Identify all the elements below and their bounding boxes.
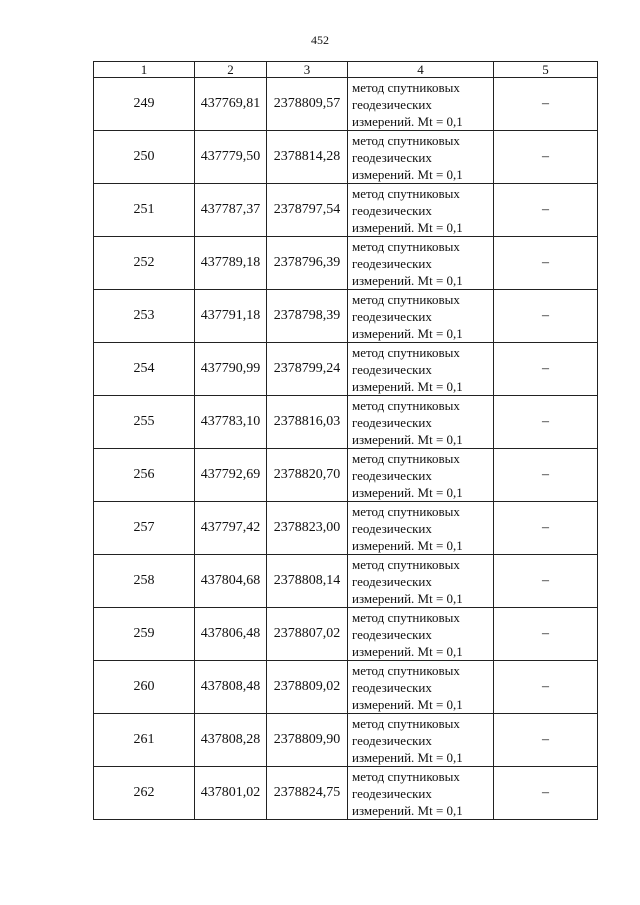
- table-body: [94, 78, 598, 820]
- x-coordinate-cell: 437789,18: [195, 237, 267, 290]
- method-cell: [348, 343, 494, 396]
- note-cell: –: [494, 343, 598, 396]
- note-cell: –: [494, 290, 598, 343]
- x-coordinate-cell: 437769,81: [195, 78, 267, 131]
- point-number-cell: 259: [94, 608, 195, 661]
- x-coordinate-cell: 437808,28: [195, 714, 267, 767]
- x-coordinate-cell: 437790,99: [195, 343, 267, 396]
- y-coordinate-cell: 2378807,02: [267, 608, 348, 661]
- method-text-line: измерений. Mt = 0,1: [352, 484, 463, 500]
- point-number-cell: 256: [94, 449, 195, 502]
- method-text-line: метод спутниковых: [352, 238, 460, 254]
- table-row: [94, 78, 598, 131]
- y-coordinate-cell: 2378809,90: [267, 714, 348, 767]
- method-text-line: измерений. Mt = 0,1: [352, 590, 463, 606]
- method-text-line: геодезических: [352, 308, 432, 324]
- y-coordinate-cell: 2378820,70: [267, 449, 348, 502]
- point-number-cell: 252: [94, 237, 195, 290]
- point-number-cell: 261: [94, 714, 195, 767]
- table-row: [94, 396, 598, 449]
- method-text-line: геодезических: [352, 573, 432, 589]
- coordinates-table: [93, 61, 598, 820]
- header-col-1: 1: [94, 62, 195, 78]
- x-coordinate-cell: 437808,48: [195, 661, 267, 714]
- x-coordinate-cell: 437791,18: [195, 290, 267, 343]
- note-cell: –: [494, 78, 598, 131]
- note-cell: –: [494, 661, 598, 714]
- table-row: [94, 237, 598, 290]
- x-coordinate-cell: 437801,02: [195, 767, 267, 820]
- method-text-line: геодезических: [352, 679, 432, 695]
- table-row: [94, 343, 598, 396]
- method-text-line: измерений. Mt = 0,1: [352, 749, 463, 765]
- note-cell: –: [494, 767, 598, 820]
- y-coordinate-cell: 2378796,39: [267, 237, 348, 290]
- method-cell: [348, 290, 494, 343]
- method-text-line: измерений. Mt = 0,1: [352, 166, 463, 182]
- note-cell: –: [494, 714, 598, 767]
- table-row: [94, 290, 598, 343]
- note-cell: –: [494, 131, 598, 184]
- method-text-line: измерений. Mt = 0,1: [352, 696, 463, 712]
- y-coordinate-cell: 2378809,02: [267, 661, 348, 714]
- method-cell: [348, 555, 494, 608]
- method-cell: [348, 502, 494, 555]
- method-cell: [348, 449, 494, 502]
- method-text-line: измерений. Mt = 0,1: [352, 378, 463, 394]
- method-text-line: метод спутниковых: [352, 344, 460, 360]
- point-number-cell: 260: [94, 661, 195, 714]
- header-col-4: 4: [348, 62, 494, 78]
- note-cell: –: [494, 555, 598, 608]
- note-cell: –: [494, 396, 598, 449]
- method-cell: [348, 131, 494, 184]
- table-row: [94, 449, 598, 502]
- y-coordinate-cell: 2378808,14: [267, 555, 348, 608]
- method-text-line: метод спутниковых: [352, 503, 460, 519]
- method-text-line: геодезических: [352, 520, 432, 536]
- method-text-line: метод спутниковых: [352, 609, 460, 625]
- table-row: [94, 714, 598, 767]
- point-number-cell: 258: [94, 555, 195, 608]
- method-text-line: метод спутниковых: [352, 79, 460, 95]
- y-coordinate-cell: 2378823,00: [267, 502, 348, 555]
- note-cell: –: [494, 184, 598, 237]
- method-text-line: геодезических: [352, 467, 432, 483]
- method-text-line: геодезических: [352, 414, 432, 430]
- x-coordinate-cell: 437797,42: [195, 502, 267, 555]
- method-text-line: измерений. Mt = 0,1: [352, 537, 463, 553]
- method-cell: [348, 661, 494, 714]
- method-text-line: геодезических: [352, 96, 432, 112]
- method-text-line: геодезических: [352, 732, 432, 748]
- page-number: 452: [311, 33, 329, 47]
- y-coordinate-cell: 2378816,03: [267, 396, 348, 449]
- method-cell: [348, 714, 494, 767]
- method-text-line: измерений. Mt = 0,1: [352, 272, 463, 288]
- method-text-line: измерений. Mt = 0,1: [352, 643, 463, 659]
- header-col-2: 2: [195, 62, 267, 78]
- method-text-line: геодезических: [352, 626, 432, 642]
- method-text-line: метод спутниковых: [352, 662, 460, 678]
- note-cell: –: [494, 502, 598, 555]
- y-coordinate-cell: 2378799,24: [267, 343, 348, 396]
- x-coordinate-cell: 437792,69: [195, 449, 267, 502]
- point-number-cell: 262: [94, 767, 195, 820]
- method-text-line: метод спутниковых: [352, 450, 460, 466]
- method-text-line: метод спутниковых: [352, 132, 460, 148]
- method-cell: [348, 396, 494, 449]
- method-text-line: геодезических: [352, 202, 432, 218]
- point-number-cell: 251: [94, 184, 195, 237]
- method-text-line: геодезических: [352, 785, 432, 801]
- x-coordinate-cell: 437804,68: [195, 555, 267, 608]
- table-row: [94, 502, 598, 555]
- method-text-line: метод спутниковых: [352, 185, 460, 201]
- method-text-line: измерений. Mt = 0,1: [352, 325, 463, 341]
- header-col-3: 3: [267, 62, 348, 78]
- note-cell: –: [494, 449, 598, 502]
- point-number-cell: 253: [94, 290, 195, 343]
- note-cell: –: [494, 237, 598, 290]
- x-coordinate-cell: 437783,10: [195, 396, 267, 449]
- table-row: [94, 184, 598, 237]
- point-number-cell: 254: [94, 343, 195, 396]
- point-number-cell: 250: [94, 131, 195, 184]
- table-row: [94, 661, 598, 714]
- point-number-cell: 255: [94, 396, 195, 449]
- method-text-line: геодезических: [352, 149, 432, 165]
- point-number-cell: 257: [94, 502, 195, 555]
- table-row: [94, 555, 598, 608]
- table-row: [94, 767, 598, 820]
- method-cell: [348, 237, 494, 290]
- method-text-line: метод спутниковых: [352, 715, 460, 731]
- y-coordinate-cell: 2378797,54: [267, 184, 348, 237]
- method-cell: [348, 78, 494, 131]
- y-coordinate-cell: 2378814,28: [267, 131, 348, 184]
- x-coordinate-cell: 437787,37: [195, 184, 267, 237]
- table-row: [94, 608, 598, 661]
- method-text-line: метод спутниковых: [352, 556, 460, 572]
- method-cell: [348, 184, 494, 237]
- method-cell: [348, 767, 494, 820]
- method-text-line: метод спутниковых: [352, 397, 460, 413]
- y-coordinate-cell: 2378798,39: [267, 290, 348, 343]
- x-coordinate-cell: 437779,50: [195, 131, 267, 184]
- y-coordinate-cell: 2378809,57: [267, 78, 348, 131]
- point-number-cell: 249: [94, 78, 195, 131]
- method-cell: [348, 608, 494, 661]
- method-text-line: измерений. Mt = 0,1: [352, 431, 463, 447]
- header-col-5: 5: [494, 62, 598, 78]
- method-text-line: метод спутниковых: [352, 768, 460, 784]
- x-coordinate-cell: 437806,48: [195, 608, 267, 661]
- table-header-row: [94, 62, 598, 78]
- method-text-line: метод спутниковых: [352, 291, 460, 307]
- y-coordinate-cell: 2378824,75: [267, 767, 348, 820]
- method-text-line: измерений. Mt = 0,1: [352, 802, 463, 818]
- table-row: [94, 131, 598, 184]
- method-text-line: геодезических: [352, 361, 432, 377]
- method-text-line: измерений. Mt = 0,1: [352, 219, 463, 235]
- method-text-line: измерений. Mt = 0,1: [352, 113, 463, 129]
- method-text-line: геодезических: [352, 255, 432, 271]
- note-cell: –: [494, 608, 598, 661]
